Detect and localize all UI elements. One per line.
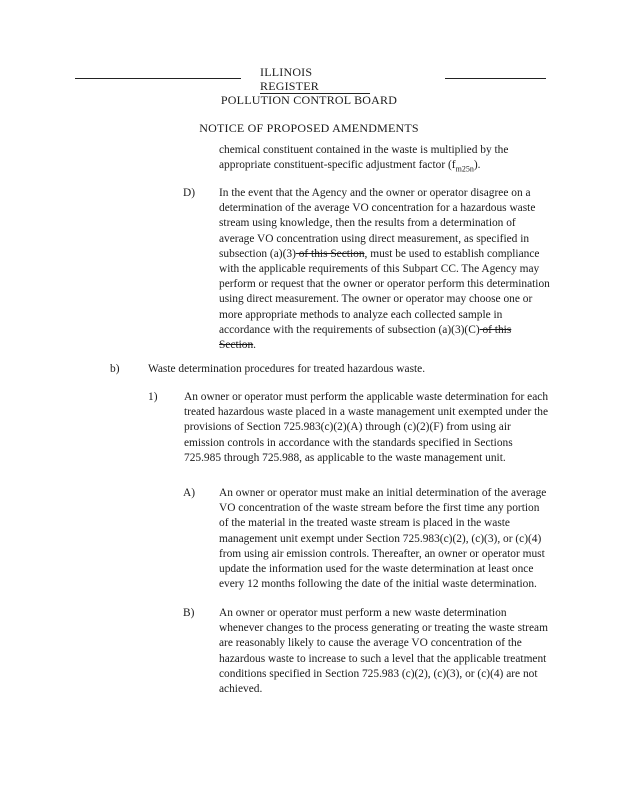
header-rule-right	[445, 78, 546, 79]
item-paragraph-D: In the event that the Agency and the owner or operator disagree on a determination of the average VO concentration for a hazardous waste stream using knowledge, then the results from a determination of average VO concentration using direct measurement, as specified in subsection (a)(3) of this Section, must be used to establish compliance with the applicable requirements of this Subpart CC. The Agency may perform or request that the owner or operator perform this determination using direct measurement. The owner or operator may choose one or more appropriate methods to analyze each collected sample in accordance with the requirements of subsection (a)(3)(C) of this Section.	[219, 187, 550, 352]
header-rule-left	[75, 78, 241, 79]
item-paragraph-b: Waste determination procedures for treated hazardous waste.	[148, 363, 426, 375]
board-title: POLLUTION CONTROL BOARD	[220, 93, 398, 107]
item-label-1: 1)	[148, 391, 158, 403]
struck-text: of this Section	[219, 323, 512, 352]
continuation-paragraph: chemical constituent contained in the waste is multiplied by the appropriate constituent-specific adjustment factor $(f_{m25n})$.	[219, 144, 509, 174]
item-paragraph-B: An owner or operator must perform a new waste determination whenever changes to the process generating or treating the waste stream are reasonably likely to cause the average VO concentration of the hazardous waste to increase to such a level that the applicable treatment conditions specified in Section 725.983 (c)(2), (c)(3), or (c)(4) are not achieved.	[219, 607, 548, 696]
item-paragraph-1: An owner or operator must perform the applicable waste determination for each treated hazardous waste placed in a waste management unit exempted under the provisions of Section 725.983(c)(2)(A) through (c)(2)(F) from using air emission controls in accordance with the standards specified in Sections 725.985 through 725.988, as applicable to the waste management unit.	[184, 391, 549, 464]
item-label-B: B)	[183, 607, 195, 619]
notice-title: NOTICE OF PROPOSED AMENDMENTS	[199, 121, 419, 135]
item-label-D: D)	[183, 187, 196, 199]
struck-text: of this Section	[295, 247, 365, 260]
item-label-A: A)	[183, 487, 196, 499]
item-paragraph-A: An owner or operator must make an initial determination of the average VO concentration of the waste stream before the first time any portion of the material in the treated waste stream is placed in the waste management unit exempt under Section 725.983(c)(2), (c)(3), or (c)(4) from using air emission controls. Thereafter, an owner or operator must update the information used for the waste determination at least once every 12 months following the date of the initial waste determination.	[219, 487, 547, 591]
register-title: ILLINOIS REGISTER	[260, 65, 370, 94]
item-label-b: b)	[110, 363, 120, 375]
